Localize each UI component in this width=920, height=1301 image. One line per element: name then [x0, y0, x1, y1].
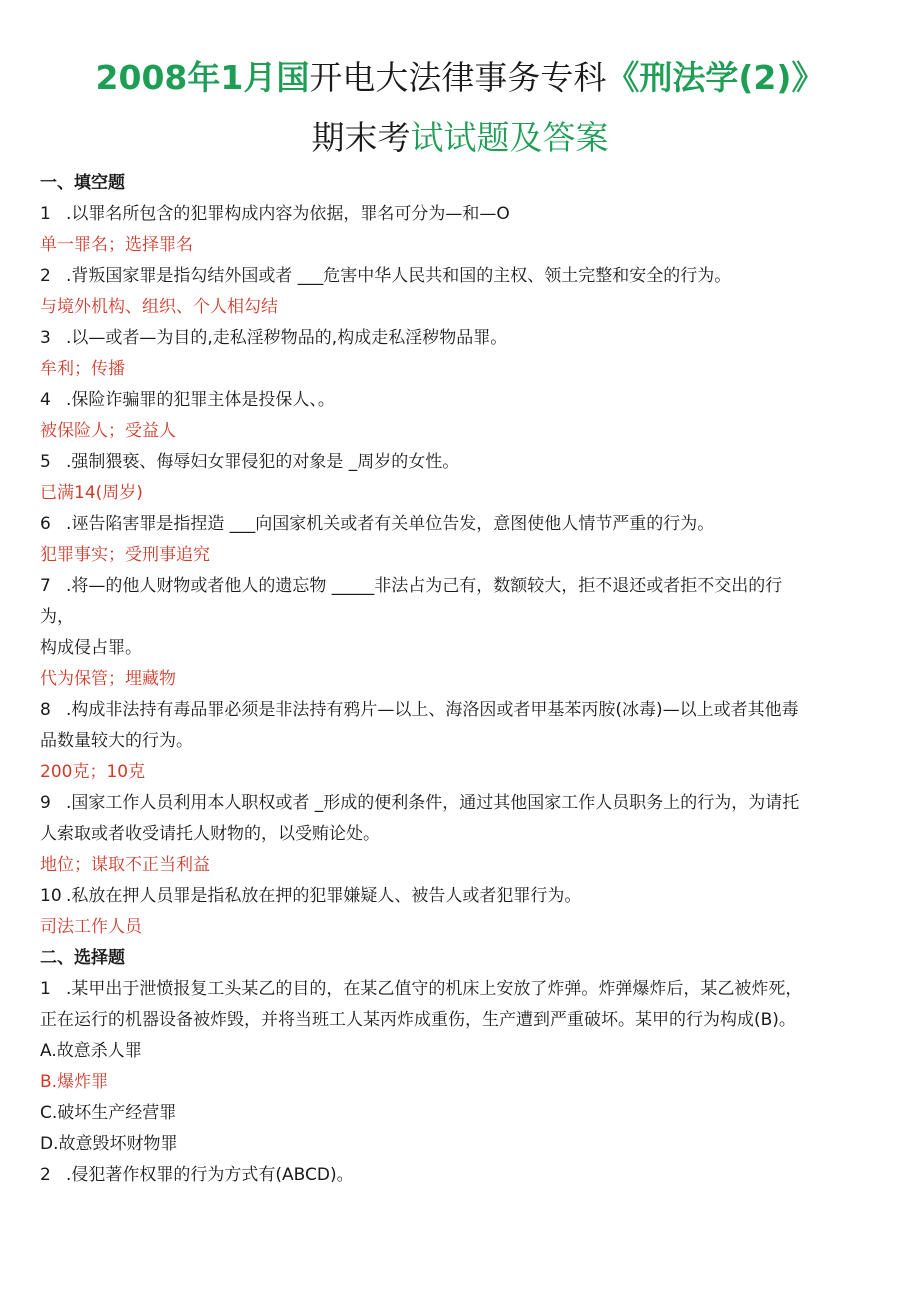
item-number: 7 [40, 576, 51, 596]
question-text: .私放在押人员罪是指私放在押的犯罪嫌疑人、被告人或者犯罪行为。 [66, 886, 582, 906]
fill-item [40, 881, 880, 943]
question-text-continued: 正在运行的机器设备被炸毁，并将当班工人某丙炸成重伤，生产遭到严重破坏。某甲的行为构成(B)。 [40, 1010, 796, 1030]
fill-item [40, 323, 880, 385]
question-text: .诬告陷害罪是指捏造 ___向国家机关或者有关单位告发，意图使他人情节严重的行为。 [66, 514, 715, 534]
fill-item [40, 385, 880, 447]
answer-text: 被保险人；受益人 [40, 421, 176, 441]
answer-text: 单一罪名；选择罪名 [40, 235, 193, 255]
item-number: 9 [40, 793, 51, 813]
item-number: 1 [40, 204, 51, 224]
item-number: 2 [40, 266, 51, 286]
fill-item [40, 571, 880, 695]
option-b-correct: B.爆炸罪 [40, 1072, 109, 1092]
document-body [40, 168, 880, 1191]
question-text: .保险诈骗罪的犯罪主体是投保人、。 [66, 390, 335, 410]
fill-item [40, 788, 880, 881]
item-number: 8 [40, 700, 51, 720]
title-date-segment: 2008年1月国 [95, 58, 310, 97]
choice-item [40, 1160, 880, 1191]
answer-text: 已满14(周岁) [40, 483, 143, 503]
answer-text: 地位；谋取不正当利益 [40, 855, 210, 875]
item-number: 1 [40, 979, 51, 999]
item-number: 4 [40, 390, 51, 410]
question-text-continued: 为， [40, 607, 74, 627]
question-text: .侵犯著作权罪的行为方式有(ABCD)。 [66, 1165, 354, 1185]
fill-item [40, 509, 880, 571]
item-number: 6 [40, 514, 51, 534]
question-text: .国家工作人员利用本人职权或者 _形成的便利条件，通过其他国家工作人员职务上的行为，为请托 [66, 793, 800, 813]
option-a: A.故意杀人罪 [40, 1041, 142, 1061]
question-text-continued: 构成侵占罪。 [40, 638, 142, 658]
question-text-continued: 人索取或者收受请托人财物的，以受贿论处。 [40, 824, 380, 844]
answer-text: 司法工作人员 [40, 917, 142, 937]
section-heading-choice: 二、选择题 [40, 948, 125, 968]
question-text: .强制猥亵、侮辱妇女罪侵犯的对象是 _周岁的女性。 [66, 452, 460, 472]
fill-item [40, 261, 880, 323]
question-text: .某甲出于泄愤报复工头某乙的目的，在某乙值守的机床上安放了炸弹。炸弹爆炸后，某乙被炸死， [66, 979, 803, 999]
answer-text: 与境外机构、组织、个人相勾结 [40, 297, 278, 317]
option-d: D.故意毁坏财物罪 [40, 1134, 178, 1154]
question-text: .背叛国家罪是指勾结外国或者 ___危害中华人民共和国的主权、领土完整和安全的行为。 [66, 266, 732, 286]
question-text: .以罪名所包含的犯罪构成内容为依据，罪名可分为—和—O [66, 204, 510, 224]
choice-item [40, 974, 880, 1160]
item-number: 3 [40, 328, 51, 348]
title-course-segment: 《刑法学(2)》 [606, 58, 825, 97]
answer-text: 牟利；传播 [40, 359, 125, 379]
question-text: .将—的他人财物或者他人的遗忘物 _____非法占为己有，数额较大，拒不退还或者拒不交出的行 [66, 576, 783, 596]
answer-text: 犯罪事实；受刑事追究 [40, 545, 210, 565]
title-exam-segment: 期末考 [311, 118, 411, 157]
answer-text: 200克；10克 [40, 762, 146, 782]
question-text-continued: 品数量较大的行为。 [40, 731, 193, 751]
title-answers-segment: 试试题及答案 [410, 118, 609, 157]
section-heading-fill: 一、填空题 [40, 173, 125, 193]
question-text: .构成非法持有毒品罪必须是非法持有鸦片—以上、海洛因或者甲基苯丙胺(冰毒)—以上或者其他毒 [66, 700, 799, 720]
fill-item [40, 695, 880, 788]
title-school-segment: 开电大法律事务专科 [309, 58, 607, 97]
page-title-line-1 [0, 56, 920, 100]
item-number: 10 [40, 886, 62, 906]
fill-item [40, 199, 880, 261]
item-number: 5 [40, 452, 51, 472]
question-text: .以—或者—为目的,走私淫秽物品的,构成走私淫秽物品罪。 [66, 328, 508, 348]
answer-text: 代为保管；埋藏物 [40, 669, 176, 689]
fill-item [40, 447, 880, 509]
page-title-line-2 [0, 116, 920, 160]
option-c: C.破坏生产经营罪 [40, 1103, 177, 1123]
item-number: 2 [40, 1165, 51, 1185]
